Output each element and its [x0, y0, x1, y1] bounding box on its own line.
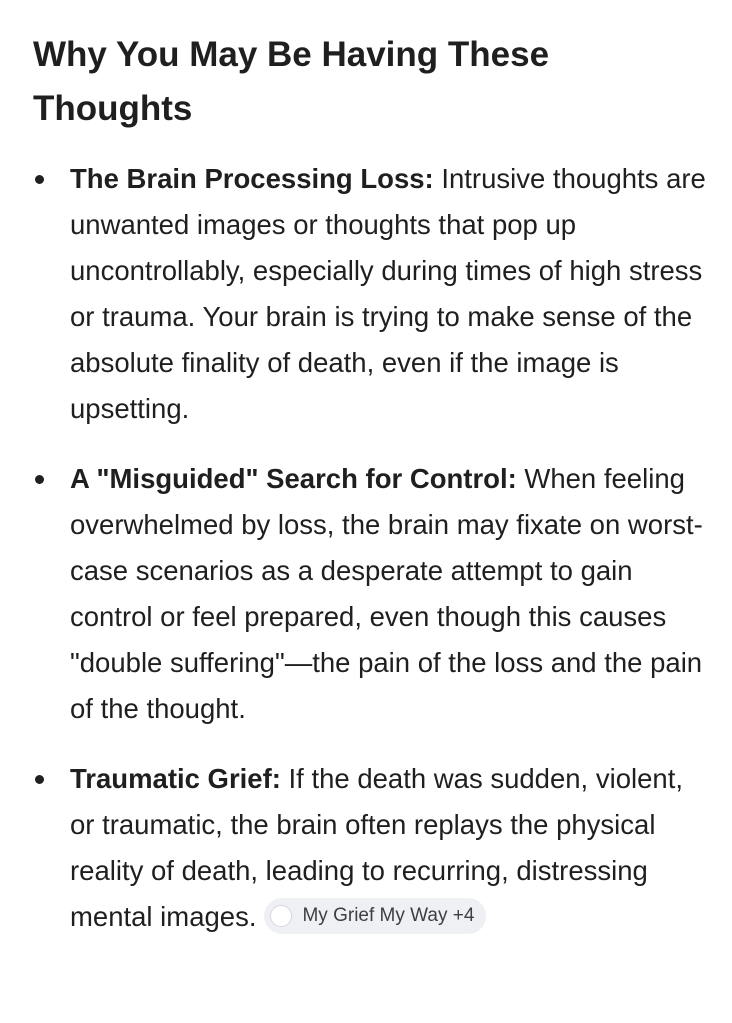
list-item: [0, 156, 732, 432]
source-favicon-icon: [270, 905, 292, 927]
section-heading: Why You May Be Having These Thoughts: [33, 35, 550, 128]
bullet-term: Traumatic Grief:: [70, 763, 281, 794]
bullet-list: [0, 156, 732, 964]
bullet-text: Intrusive thoughts are unwanted images or thoughts that pop up uncontrollably, especially during times of high stress or trauma. Your brain is trying to make sense of the absolute finality of death, even if the image is upsetting.: [70, 163, 706, 424]
bullet-icon: [35, 475, 44, 484]
bullet-term: A "Misguided" Search for Control:: [70, 463, 517, 494]
source-chip[interactable]: [264, 898, 486, 934]
bullet-text: If the death was sudden, violent, or traumatic, the brain often replays the physical reality of death, leading to recurring, distressing mental images.: [70, 763, 683, 932]
bullet-text: When feeling overwhelmed by loss, the brain may fixate on worst-case scenarios as a desperate attempt to gain control or feel prepared, even though this causes "double suffering"—the pain of the loss and the pain of the thought.: [70, 463, 703, 724]
list-item: [0, 456, 732, 732]
source-chip-label: My Grief My Way +4: [302, 904, 475, 926]
bullet-icon: [35, 775, 44, 784]
bullet-icon: [35, 175, 44, 184]
bullet-term: The Brain Processing Loss:: [70, 163, 434, 194]
list-item: [0, 756, 732, 940]
